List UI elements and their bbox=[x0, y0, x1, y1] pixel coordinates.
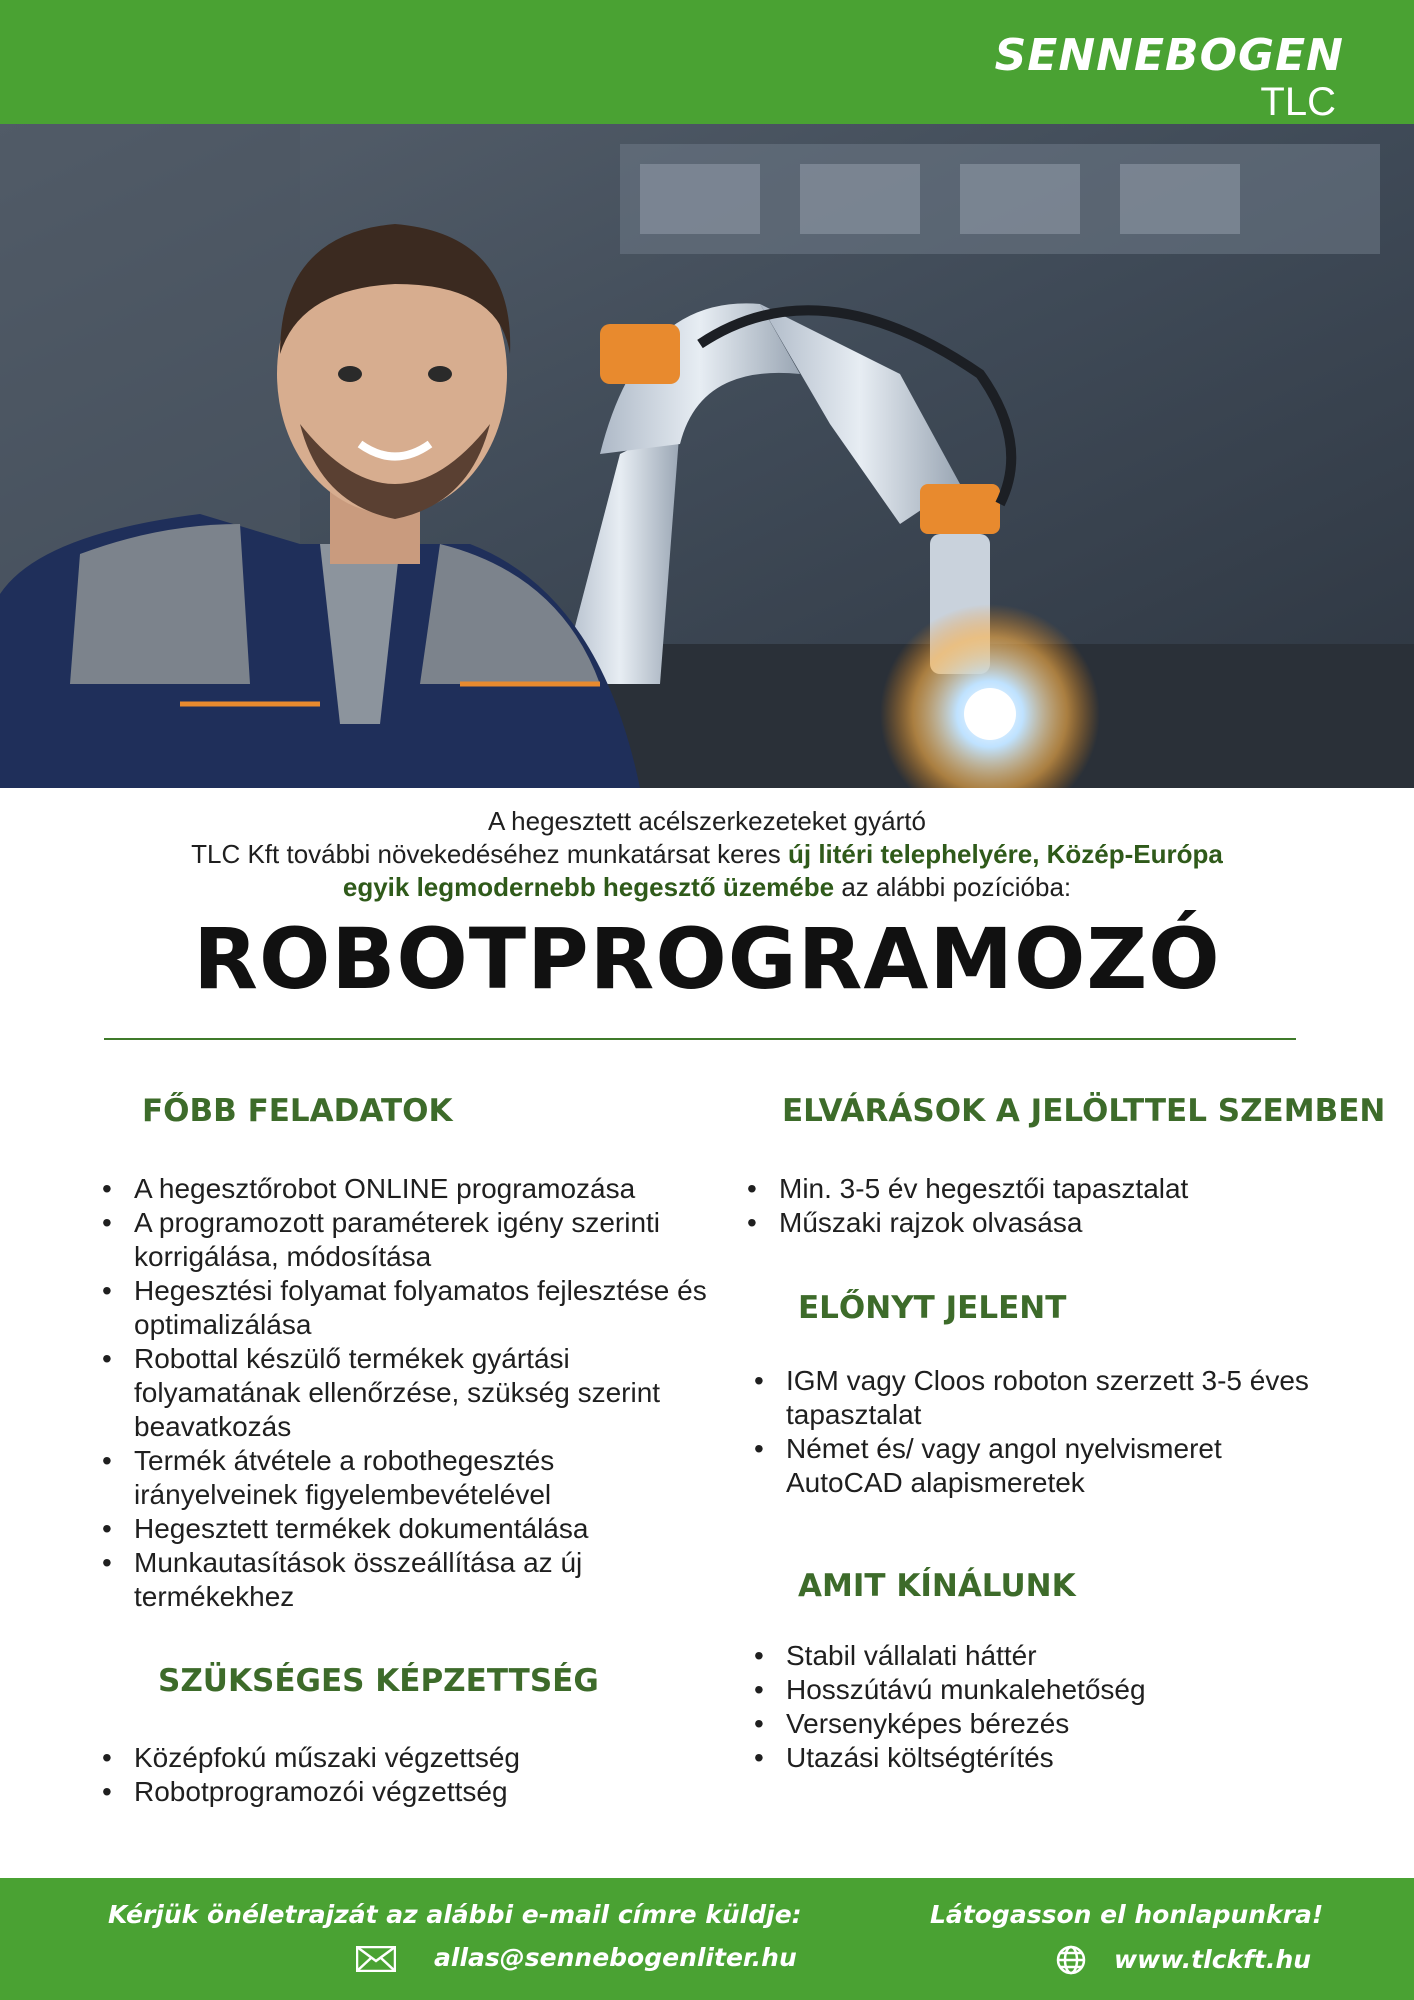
footer-bar bbox=[0, 1878, 1414, 2000]
list-item: • Hegesztési folyamat folyamatos fejlesztése és optimalizálása bbox=[100, 1274, 720, 1342]
qualification-heading: SZÜKSÉGES KÉPZETTSÉG bbox=[158, 1663, 599, 1699]
intro-line-3-plain: az alábbi pozícióba: bbox=[834, 872, 1072, 902]
globe-icon bbox=[1055, 1944, 1087, 1976]
list-item: • A hegesztőrobot ONLINE programozása bbox=[100, 1172, 720, 1206]
list-item: • Stabil vállalati háttér bbox=[752, 1639, 1312, 1673]
list-item: • Hosszútávú munkalehetőség bbox=[752, 1673, 1312, 1707]
advantage-list bbox=[752, 1364, 1312, 1500]
list-item: • Termék átvétele a robothegesztés irányelveinek figyelembevételével bbox=[100, 1444, 720, 1512]
list-item: • IGM vagy Cloos roboton szerzett 3-5 éves tapasztalat bbox=[752, 1364, 1312, 1432]
list-item: • Középfokú műszaki végzettség bbox=[100, 1741, 720, 1775]
intro-line-2-bold: új litéri telephelyére, Közép-Európa bbox=[787, 839, 1223, 869]
list-item: • Munkautasítások összeállítása az új termékekhez bbox=[100, 1546, 720, 1614]
list-item: • Versenyképes bérezés bbox=[752, 1707, 1312, 1741]
list-item: • Hegesztett termékek dokumentálása bbox=[100, 1512, 720, 1546]
welding-robot-worker-photo bbox=[0, 124, 1414, 788]
intro-text bbox=[80, 805, 1334, 904]
envelope-icon bbox=[356, 1946, 396, 1972]
header-bar bbox=[0, 0, 1414, 124]
job-title: ROBOTPROGRAMOZÓ bbox=[193, 910, 1221, 1008]
divider-line bbox=[104, 1038, 1296, 1040]
website-link[interactable]: www.tlckft.hu bbox=[1114, 1945, 1312, 1974]
intro-line-3-bold: egyik legmodernebb hegesztő üzemébe bbox=[342, 872, 835, 902]
advantage-heading: ELŐNYT JELENT bbox=[798, 1290, 1067, 1326]
tasks-heading: FŐBB FELADATOK bbox=[142, 1093, 453, 1129]
sennebogen-tlc-logo bbox=[994, 30, 1344, 124]
requirements-list bbox=[745, 1172, 1345, 1240]
intro-line-1: A hegesztett acélszerkezeteket gyártó bbox=[488, 806, 926, 836]
list-item: • Utazási költségtérítés bbox=[752, 1741, 1312, 1775]
intro-line-2 bbox=[80, 838, 1334, 871]
tasks-list bbox=[100, 1172, 720, 1614]
list-item: • Robotprogramozói végzettség bbox=[100, 1775, 720, 1809]
offer-list bbox=[752, 1639, 1312, 1775]
list-item: • Német és/ vagy angol nyelvismeret AutoCAD alapismeretek bbox=[752, 1432, 1312, 1500]
hero-photo bbox=[0, 124, 1414, 788]
list-item: • Műszaki rajzok olvasása bbox=[745, 1206, 1345, 1240]
requirements-heading: ELVÁRÁSOK A JELÖLTTEL SZEMBEN bbox=[782, 1093, 1386, 1129]
logo-sub: TLC bbox=[1260, 80, 1336, 124]
offer-heading: AMIT KÍNÁLUNK bbox=[798, 1568, 1076, 1604]
intro-line-3 bbox=[80, 871, 1334, 904]
cv-request-text: Kérjük önéletrajzát az alábbi e-mail címre küldje: bbox=[108, 1900, 802, 1929]
qualification-list bbox=[100, 1741, 720, 1809]
logo-brand-name: SENNEBOGEN bbox=[994, 30, 1344, 81]
website-invite-text: Látogasson el honlapunkra! bbox=[930, 1900, 1324, 1929]
list-item: • Robottal készülő termékek gyártási folyamatának ellenőrzése, szükség szerint beavatkozás bbox=[100, 1342, 720, 1444]
list-item: • A programozott paraméterek igény szerinti korrigálása, módosítása bbox=[100, 1206, 720, 1274]
email-link[interactable]: allas@sennebogenliter.hu bbox=[434, 1943, 797, 1972]
list-item: • Min. 3-5 év hegesztői tapasztalat bbox=[745, 1172, 1345, 1206]
intro-line-2-plain: TLC Kft további növekedéséhez munkatársat keres bbox=[191, 839, 788, 869]
